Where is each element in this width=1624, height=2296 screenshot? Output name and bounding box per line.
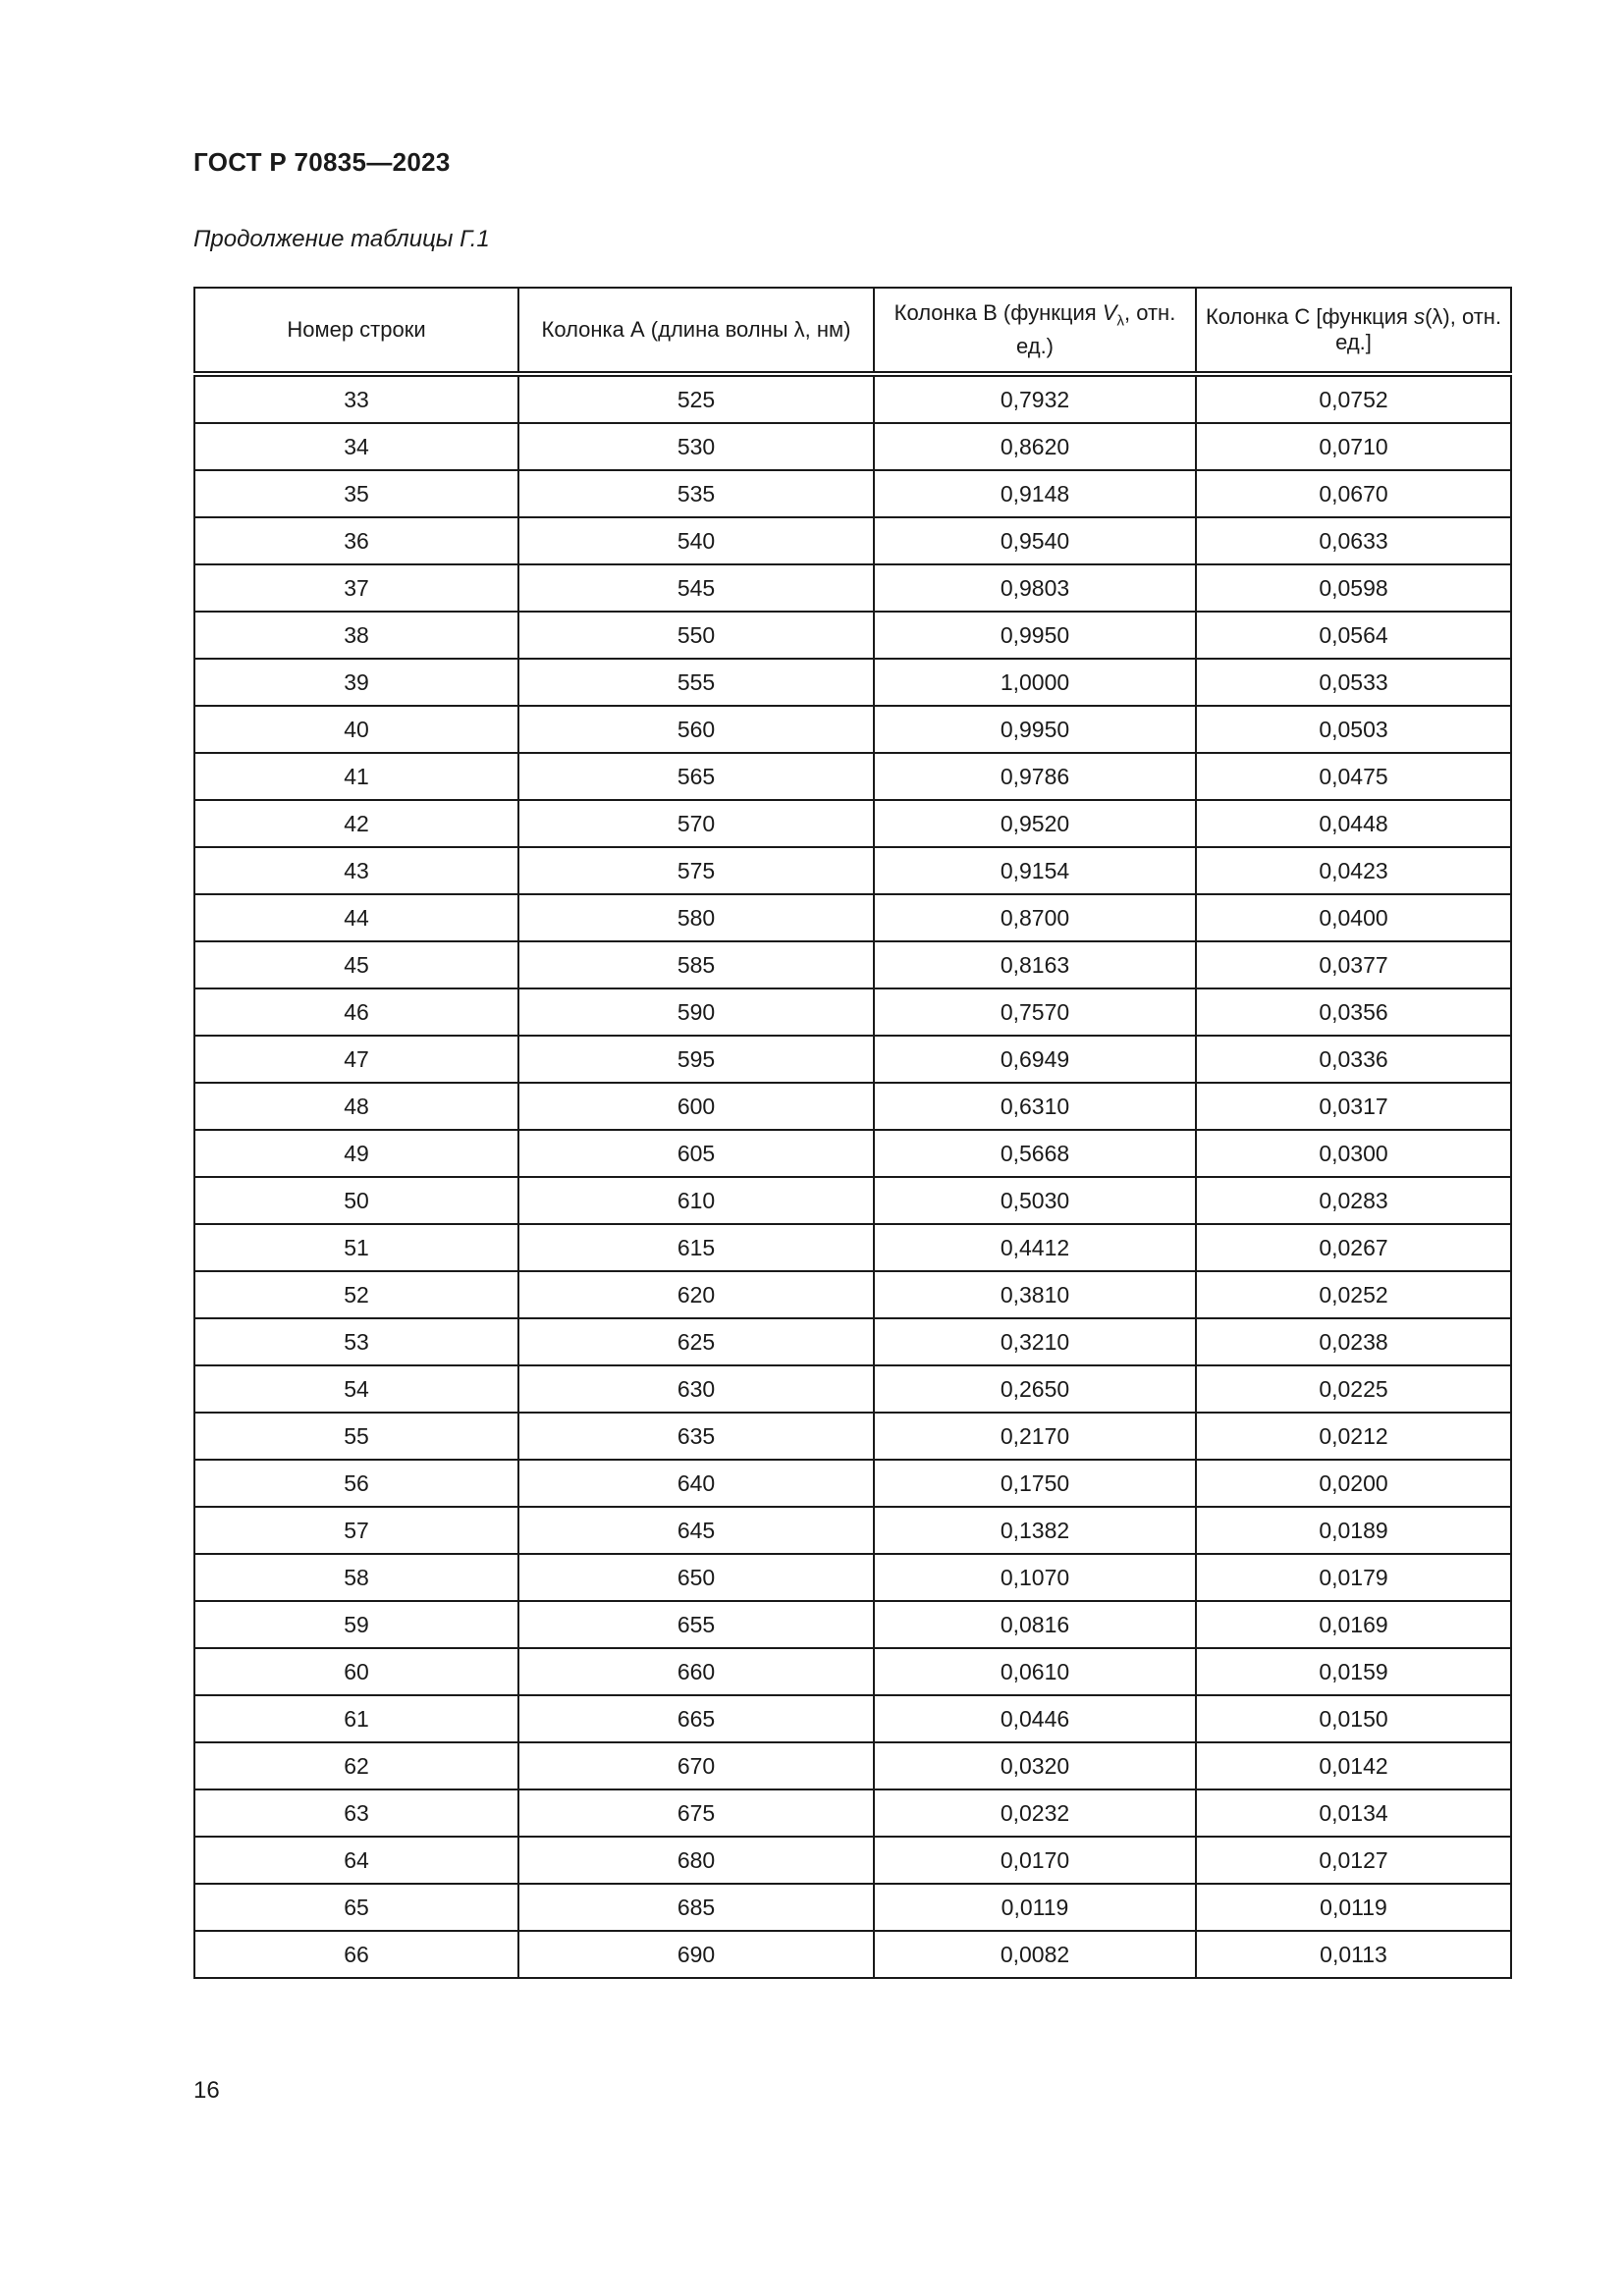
table-row (194, 564, 1511, 612)
cell-row-number: 41 (194, 753, 518, 800)
cell-function-v: 0,9154 (874, 847, 1196, 894)
cell-function-v: 0,0232 (874, 1789, 1196, 1837)
cell-function-v: 0,3810 (874, 1271, 1196, 1318)
table-row (194, 1601, 1511, 1648)
cell-row-number: 46 (194, 988, 518, 1036)
cell-row-number: 65 (194, 1884, 518, 1931)
cell-wavelength: 560 (518, 706, 874, 753)
cell-function-s: 0,0475 (1196, 753, 1511, 800)
cell-row-number: 53 (194, 1318, 518, 1365)
data-table (193, 287, 1512, 1979)
cell-row-number: 35 (194, 470, 518, 517)
cell-wavelength: 600 (518, 1083, 874, 1130)
cell-row-number: 63 (194, 1789, 518, 1837)
cell-function-s: 0,0448 (1196, 800, 1511, 847)
cell-function-s: 0,0317 (1196, 1083, 1511, 1130)
cell-wavelength: 630 (518, 1365, 874, 1413)
cell-function-v: 0,9803 (874, 564, 1196, 612)
cell-function-s: 0,0225 (1196, 1365, 1511, 1413)
table-row (194, 1695, 1511, 1742)
table-row (194, 1177, 1511, 1224)
cell-row-number: 33 (194, 374, 518, 423)
cell-function-s: 0,0400 (1196, 894, 1511, 941)
table-row (194, 706, 1511, 753)
cell-function-v: 0,8163 (874, 941, 1196, 988)
cell-wavelength: 615 (518, 1224, 874, 1271)
cell-function-s: 0,0150 (1196, 1695, 1511, 1742)
table-row (194, 517, 1511, 564)
cell-row-number: 43 (194, 847, 518, 894)
cell-function-s: 0,0142 (1196, 1742, 1511, 1789)
table-row (194, 1837, 1511, 1884)
cell-row-number: 60 (194, 1648, 518, 1695)
cell-function-v: 0,1750 (874, 1460, 1196, 1507)
cell-wavelength: 660 (518, 1648, 874, 1695)
cell-function-s: 0,0267 (1196, 1224, 1511, 1271)
cell-function-v: 0,6310 (874, 1083, 1196, 1130)
cell-function-v: 0,0320 (874, 1742, 1196, 1789)
cell-row-number: 58 (194, 1554, 518, 1601)
table-row (194, 1742, 1511, 1789)
cell-function-s: 0,0377 (1196, 941, 1511, 988)
cell-wavelength: 645 (518, 1507, 874, 1554)
cell-function-v: 0,3210 (874, 1318, 1196, 1365)
table-row (194, 847, 1511, 894)
table-row (194, 1271, 1511, 1318)
cell-function-s: 0,0752 (1196, 374, 1511, 423)
table-row (194, 1224, 1511, 1271)
header-column-b (874, 288, 1196, 374)
cell-wavelength: 655 (518, 1601, 874, 1648)
cell-function-v: 0,1070 (874, 1554, 1196, 1601)
table-row (194, 612, 1511, 659)
cell-wavelength: 665 (518, 1695, 874, 1742)
cell-row-number: 40 (194, 706, 518, 753)
cell-wavelength: 675 (518, 1789, 874, 1837)
cell-function-s: 0,0127 (1196, 1837, 1511, 1884)
cell-wavelength: 530 (518, 423, 874, 470)
cell-row-number: 54 (194, 1365, 518, 1413)
cell-row-number: 49 (194, 1130, 518, 1177)
cell-function-s: 0,0252 (1196, 1271, 1511, 1318)
cell-row-number: 57 (194, 1507, 518, 1554)
cell-function-v: 0,0816 (874, 1601, 1196, 1648)
table-row (194, 1318, 1511, 1365)
cell-wavelength: 610 (518, 1177, 874, 1224)
cell-row-number: 42 (194, 800, 518, 847)
cell-function-v: 0,1382 (874, 1507, 1196, 1554)
cell-function-s: 0,0212 (1196, 1413, 1511, 1460)
cell-wavelength: 580 (518, 894, 874, 941)
cell-wavelength: 545 (518, 564, 874, 612)
cell-wavelength: 575 (518, 847, 874, 894)
cell-wavelength: 625 (518, 1318, 874, 1365)
header-column-b-variable: V (1102, 299, 1117, 325)
cell-function-s: 0,0633 (1196, 517, 1511, 564)
cell-function-v: 0,2170 (874, 1413, 1196, 1460)
header-column-a: Колонка А (длина волны λ, нм) (518, 288, 874, 374)
cell-wavelength: 525 (518, 374, 874, 423)
table-row (194, 374, 1511, 423)
cell-function-v: 0,5668 (874, 1130, 1196, 1177)
cell-function-s: 0,0159 (1196, 1648, 1511, 1695)
cell-function-s: 0,0503 (1196, 706, 1511, 753)
table-row (194, 1789, 1511, 1837)
cell-row-number: 66 (194, 1931, 518, 1978)
cell-function-v: 0,7570 (874, 988, 1196, 1036)
cell-wavelength: 540 (518, 517, 874, 564)
header-column-c-variable: s (1414, 304, 1426, 329)
cell-wavelength: 650 (518, 1554, 874, 1601)
cell-wavelength: 635 (518, 1413, 874, 1460)
cell-function-s: 0,0200 (1196, 1460, 1511, 1507)
header-column-c (1196, 288, 1511, 374)
cell-function-v: 0,9950 (874, 612, 1196, 659)
page-number: 16 (193, 2077, 220, 2104)
cell-wavelength: 680 (518, 1837, 874, 1884)
cell-function-s: 0,0283 (1196, 1177, 1511, 1224)
cell-row-number: 39 (194, 659, 518, 706)
cell-function-v: 0,0119 (874, 1884, 1196, 1931)
cell-function-s: 0,0238 (1196, 1318, 1511, 1365)
cell-wavelength: 605 (518, 1130, 874, 1177)
cell-function-s: 0,0119 (1196, 1884, 1511, 1931)
table-row (194, 800, 1511, 847)
cell-function-v: 0,8620 (874, 423, 1196, 470)
cell-wavelength: 550 (518, 612, 874, 659)
cell-wavelength: 670 (518, 1742, 874, 1789)
cell-function-v: 0,2650 (874, 1365, 1196, 1413)
table-row (194, 1460, 1511, 1507)
cell-wavelength: 640 (518, 1460, 874, 1507)
cell-function-s: 0,0336 (1196, 1036, 1511, 1083)
cell-function-v: 0,0446 (874, 1695, 1196, 1742)
cell-row-number: 62 (194, 1742, 518, 1789)
cell-wavelength: 685 (518, 1884, 874, 1931)
cell-function-s: 0,0564 (1196, 612, 1511, 659)
cell-function-s: 0,0189 (1196, 1507, 1511, 1554)
cell-function-v: 0,0170 (874, 1837, 1196, 1884)
table-row (194, 423, 1511, 470)
cell-function-v: 0,0082 (874, 1931, 1196, 1978)
header-column-b-suffix: , отн. ед.) (1015, 299, 1176, 359)
cell-wavelength: 590 (518, 988, 874, 1036)
cell-function-s: 0,0423 (1196, 847, 1511, 894)
cell-wavelength: 595 (518, 1036, 874, 1083)
header-row-number: Номер строки (194, 288, 518, 374)
table-row (194, 753, 1511, 800)
cell-row-number: 38 (194, 612, 518, 659)
cell-row-number: 61 (194, 1695, 518, 1742)
table-body (194, 374, 1511, 1978)
cell-function-s: 0,0113 (1196, 1931, 1511, 1978)
cell-wavelength: 620 (518, 1271, 874, 1318)
cell-function-v: 0,9148 (874, 470, 1196, 517)
cell-function-v: 0,9786 (874, 753, 1196, 800)
table-row (194, 659, 1511, 706)
table-row (194, 1648, 1511, 1695)
cell-function-v: 0,6949 (874, 1036, 1196, 1083)
table-row (194, 1365, 1511, 1413)
cell-row-number: 52 (194, 1271, 518, 1318)
cell-function-s: 0,0179 (1196, 1554, 1511, 1601)
cell-wavelength: 690 (518, 1931, 874, 1978)
cell-function-v: 0,0610 (874, 1648, 1196, 1695)
cell-wavelength: 535 (518, 470, 874, 517)
cell-function-v: 0,4412 (874, 1224, 1196, 1271)
cell-wavelength: 565 (518, 753, 874, 800)
cell-row-number: 37 (194, 564, 518, 612)
table-row (194, 941, 1511, 988)
cell-wavelength: 555 (518, 659, 874, 706)
header-column-c-suffix: (λ), отн. ед.] (1335, 304, 1502, 354)
cell-wavelength: 585 (518, 941, 874, 988)
cell-row-number: 45 (194, 941, 518, 988)
cell-row-number: 64 (194, 1837, 518, 1884)
table-row (194, 1083, 1511, 1130)
table-header-row (194, 288, 1511, 374)
cell-row-number: 59 (194, 1601, 518, 1648)
cell-function-s: 0,0300 (1196, 1130, 1511, 1177)
cell-row-number: 55 (194, 1413, 518, 1460)
cell-function-s: 0,0670 (1196, 470, 1511, 517)
header-column-b-subscript: λ (1116, 312, 1124, 330)
cell-wavelength: 570 (518, 800, 874, 847)
table-row (194, 988, 1511, 1036)
cell-function-s: 0,0356 (1196, 988, 1511, 1036)
cell-row-number: 44 (194, 894, 518, 941)
cell-function-s: 0,0533 (1196, 659, 1511, 706)
cell-row-number: 47 (194, 1036, 518, 1083)
table-row (194, 470, 1511, 517)
cell-function-v: 0,5030 (874, 1177, 1196, 1224)
table-row (194, 1554, 1511, 1601)
table-row (194, 894, 1511, 941)
cell-function-v: 0,8700 (874, 894, 1196, 941)
cell-function-v: 0,7932 (874, 374, 1196, 423)
cell-function-v: 0,9540 (874, 517, 1196, 564)
cell-row-number: 36 (194, 517, 518, 564)
cell-row-number: 51 (194, 1224, 518, 1271)
cell-function-s: 0,0134 (1196, 1789, 1511, 1837)
cell-row-number: 34 (194, 423, 518, 470)
cell-row-number: 48 (194, 1083, 518, 1130)
table-row (194, 1036, 1511, 1083)
cell-function-v: 1,0000 (874, 659, 1196, 706)
header-column-c-prefix: Колонка С [функция (1205, 304, 1415, 329)
table-caption: Продолжение таблицы Г.1 (193, 226, 490, 252)
table-row (194, 1931, 1511, 1978)
table-row (194, 1507, 1511, 1554)
table-row (194, 1413, 1511, 1460)
cell-function-s: 0,0710 (1196, 423, 1511, 470)
document-designation: ГОСТ Р 70835—2023 (193, 147, 451, 177)
table-row (194, 1130, 1511, 1177)
table-row (194, 1884, 1511, 1931)
cell-row-number: 56 (194, 1460, 518, 1507)
cell-function-s: 0,0598 (1196, 564, 1511, 612)
cell-row-number: 50 (194, 1177, 518, 1224)
cell-function-v: 0,9520 (874, 800, 1196, 847)
cell-function-v: 0,9950 (874, 706, 1196, 753)
cell-function-s: 0,0169 (1196, 1601, 1511, 1648)
header-column-b-prefix: Колонка В (функция (893, 299, 1103, 325)
